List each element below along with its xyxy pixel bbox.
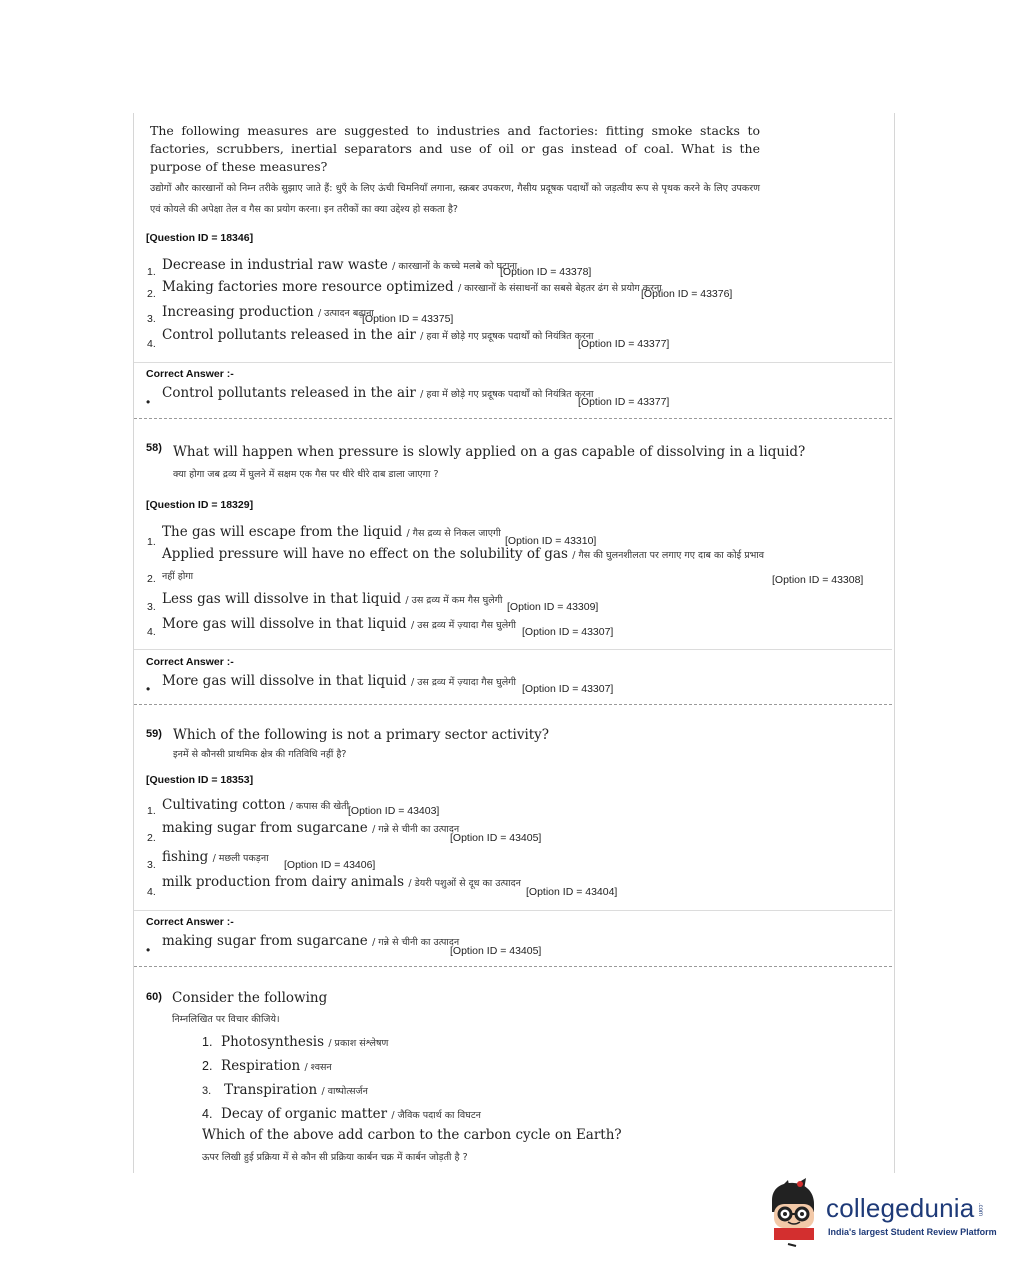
collegedunia-tagline: India's largest Student Review Platform: [828, 1227, 997, 1237]
question-58-text: What will happen when pressure is slowly applied on a gas capable of dissolving in a liquid?: [173, 444, 806, 460]
option-text[interactable]: Control pollutants released in the air / हवा में छोड़े गए प्रदूषक पदार्थों को नियंत्रित करना: [162, 327, 594, 343]
correct-answer-text: Control pollutants released in the air / हवा में छोड़े गए प्रदूषक पदार्थों को नियंत्रित करना: [162, 385, 594, 401]
correct-answer-label: Correct Answer :-: [146, 656, 234, 668]
option-number: 1.: [147, 266, 156, 278]
question-60-ask-hindi: ऊपर लिखी हुई प्रक्रिया में से कौन सी प्रक्रिया कार्बन चक्र में कार्बन जोड़ती है ?: [202, 1152, 468, 1163]
question-58-hindi: क्या होगा जब द्रव्य में घुलने में सक्षम एक गैस पर धीरे धीरे दाब डाला जाएगा ?: [173, 469, 439, 480]
question-id: [Question ID = 18346]: [146, 232, 254, 244]
option-text[interactable]: Decrease in industrial raw waste / कारखानों के कच्चे मलबे को घटाना: [162, 257, 518, 273]
option-text[interactable]: Making factories more resource optimized / कारखानों के संसाधनों का सबसे बेहतर ढंग से प्रयोग करना: [162, 279, 662, 295]
question-id: [Question ID = 18329]: [146, 499, 254, 511]
option-number: 4.: [147, 338, 156, 350]
option-text[interactable]: The gas will escape from the liquid / गैस द्रव्य से निकल जाएगी: [162, 524, 501, 540]
option-number: 4.: [147, 626, 156, 638]
question-separator: [134, 966, 892, 967]
option-id: [Option ID = 43375]: [362, 313, 454, 325]
collegedunia-logo-text: collegedunia: [826, 1193, 975, 1223]
option-id: [Option ID = 43405]: [450, 832, 542, 844]
question-59-text: Which of the following is not a primary sector activity?: [173, 727, 550, 743]
option-text[interactable]: Cultivating cotton / कपास की खेती: [162, 797, 350, 813]
divider: [134, 362, 892, 363]
option-text[interactable]: fishing / मछली पकड़ना: [162, 849, 269, 865]
option-text[interactable]: Increasing production / उत्पादन बढ़ाना: [162, 304, 374, 320]
correct-answer-label: Correct Answer :-: [146, 916, 234, 928]
list-item: 3. Transpiration / वाष्पोत्सर्जन: [202, 1082, 368, 1098]
option-number: 4.: [147, 886, 156, 898]
option-number: 3.: [147, 859, 156, 871]
option-number: 1.: [147, 536, 156, 548]
option-id: [Option ID = 43307]: [522, 626, 614, 638]
correct-answer-text: making sugar from sugarcane / गन्ने से चीनी का उत्पादन: [162, 933, 460, 949]
question-57-hindi: उद्योगों और कारखानों को निम्न तरीके सुझाए जाते हैं: धुएँ के लिए ऊंची चिमनियाँ लगाना, स्क्रबर उपकरण, गैसीय प्रदूषक पदार्थों को जड़त्वीय रूप से पृथक करने के लिए उपकरण एवं कोयले की अपेक्षा तेल व गैस का प्रयोग करना। इन तरीकों का क्या उद्देश्य हो सकता है?: [150, 183, 760, 215]
question-number: 59): [146, 728, 162, 740]
option-id: [Option ID = 43307]: [522, 683, 614, 695]
bullet: •: [146, 395, 151, 409]
correct-answer-label: Correct Answer :-: [146, 368, 234, 380]
question-57-text: The following measures are suggested to industries and factories: fitting smoke stacks to factories, scrubbers, inertial separators and use of oil or gas instead of coal. What is the purpose of these measures?: [150, 123, 760, 174]
question-number: 58): [146, 442, 162, 454]
option-number: 3.: [147, 313, 156, 325]
option-id: [Option ID = 43403]: [348, 805, 440, 817]
question-60-ask: Which of the above add carbon to the carbon cycle on Earth?: [202, 1127, 622, 1143]
list-item: 4. Decay of organic matter / जैविक पदार्थ का विघटन: [202, 1106, 481, 1122]
option-number: 3.: [147, 601, 156, 613]
option-text[interactable]: Applied pressure will have no effect on the solubility of gas / गैस की घुलनशीलता पर लगाए गए दाब का कोई प्रभाव: [162, 546, 765, 562]
question-60-hindi: निम्नलिखित पर विचार कीजिये।: [172, 1014, 280, 1025]
question-number: 60): [146, 991, 162, 1003]
option-text[interactable]: making sugar from sugarcane / गन्ने से चीनी का उत्पादन: [162, 820, 460, 836]
option-id: [Option ID = 43406]: [284, 859, 376, 871]
option-text[interactable]: milk production from dairy animals / डेयरी पशुओं से दूध का उत्पादन: [162, 874, 521, 890]
option-id: [Option ID = 43376]: [641, 288, 733, 300]
option-id: [Option ID = 43377]: [578, 396, 670, 408]
option-id: [Option ID = 43378]: [500, 266, 592, 278]
option-id: [Option ID = 43310]: [505, 535, 597, 547]
question-60-text: Consider the following: [172, 990, 328, 1006]
bullet: •: [146, 943, 151, 957]
option-text[interactable]: More gas will dissolve in that liquid / उस द्रव्य में ज़्यादा गैस घुलेगी: [162, 616, 516, 632]
logo-domain-suffix: .com: [977, 1203, 983, 1217]
option-number: 2.: [147, 573, 156, 585]
option-number: 1.: [147, 805, 156, 817]
option-text[interactable]: Less gas will dissolve in that liquid / उस द्रव्य में कम गैस घुलेगी: [162, 591, 503, 607]
divider: [134, 649, 892, 650]
option-id: [Option ID = 43377]: [578, 338, 670, 350]
list-item: 1. Photosynthesis / प्रकाश संश्लेषण: [202, 1034, 389, 1050]
option-text-continued: नहीं होगा: [162, 571, 194, 582]
question-separator: [134, 418, 892, 419]
option-id: [Option ID = 43404]: [526, 886, 618, 898]
collegedunia-mascot-icon: [766, 1178, 826, 1248]
correct-answer-text: More gas will dissolve in that liquid / उस द्रव्य में ज़्यादा गैस घुलेगी: [162, 673, 516, 689]
question-59-hindi: इनमें से कौनसी प्राथमिक क्षेत्र की गतिविधि नहीं है?: [173, 749, 347, 760]
question-separator: [134, 704, 892, 705]
option-number: 2.: [147, 832, 156, 844]
list-item: 2. Respiration / श्वसन: [202, 1058, 332, 1074]
question-id: [Question ID = 18353]: [146, 774, 254, 786]
option-id: [Option ID = 43308]: [772, 574, 864, 586]
option-number: 2.: [147, 288, 156, 300]
option-id: [Option ID = 43405]: [450, 945, 542, 957]
option-id: [Option ID = 43309]: [507, 601, 599, 613]
divider: [134, 910, 892, 911]
bullet: •: [146, 682, 151, 696]
